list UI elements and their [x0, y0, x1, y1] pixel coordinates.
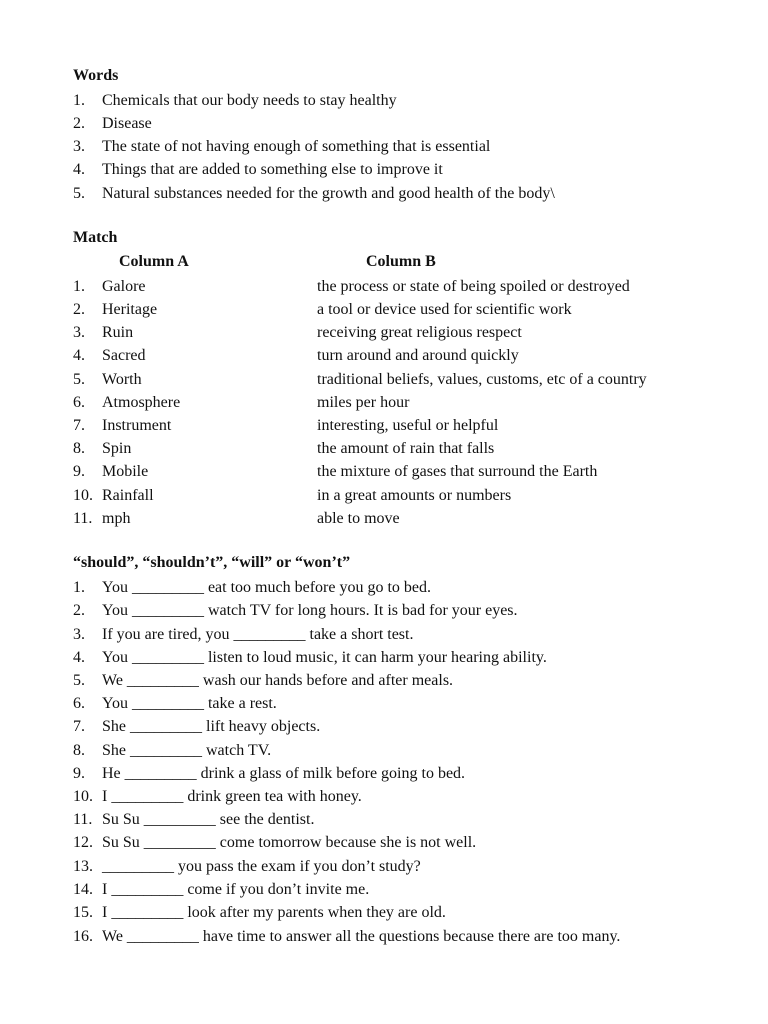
column-a-term: mph: [102, 510, 131, 527]
item-number: 9.: [73, 765, 85, 782]
item-number: 14.: [73, 881, 93, 898]
item-number: 6.: [73, 394, 85, 411]
item-number: 4.: [73, 161, 85, 178]
item-number: 3.: [73, 626, 85, 643]
item-text: Natural substances needed for the growth and good health of the body\: [102, 185, 555, 202]
item-number: 16.: [73, 928, 93, 945]
item-number: 10.: [73, 788, 93, 805]
item-text: She _________ lift heavy objects.: [102, 718, 321, 735]
match-row: [73, 461, 768, 483]
item-number: 6.: [73, 695, 85, 712]
item-number: 7.: [73, 718, 85, 735]
item-number: 4.: [73, 649, 85, 666]
item-number: 8.: [73, 440, 85, 457]
item-number: 3.: [73, 324, 85, 341]
column-a-term: Galore: [102, 278, 146, 295]
item-text: The state of not having enough of something that is essential: [102, 138, 491, 155]
match-row: [73, 485, 768, 507]
column-b-definition: in a great amounts or numbers: [317, 487, 512, 504]
column-a-header: Column A: [119, 253, 189, 270]
item-number: 13.: [73, 858, 93, 875]
column-b-definition: the mixture of gases that surround the Earth: [317, 463, 598, 480]
column-a-term: Atmosphere: [102, 394, 181, 411]
column-a-term: Mobile: [102, 463, 149, 480]
match-row: [73, 415, 768, 437]
match-heading: Match: [73, 229, 118, 246]
exercise-item: [73, 670, 453, 692]
column-a-term: Rainfall: [102, 487, 154, 504]
item-text: We _________ have time to answer all the questions because there are too many.: [102, 928, 621, 945]
exercise-item: [73, 647, 547, 669]
column-a-term: Heritage: [102, 301, 158, 318]
modals-heading: “should”, “shouldn’t”, “will” or “won’t”: [73, 554, 351, 571]
item-number: 3.: [73, 138, 85, 155]
item-number: 12.: [73, 834, 93, 851]
words-heading: Words: [73, 67, 119, 84]
item-number: 15.: [73, 904, 93, 921]
item-number: 11.: [73, 811, 93, 828]
column-a-term: Instrument: [102, 417, 172, 434]
item-number: 5.: [73, 371, 85, 388]
item-number: 11.: [73, 510, 93, 527]
item-text: You _________ eat too much before you go to bed.: [102, 579, 431, 596]
item-text: Disease: [102, 115, 152, 132]
exercise-item: [73, 832, 476, 854]
item-text: Su Su _________ see the dentist.: [102, 811, 315, 828]
exercise-item: [73, 879, 369, 901]
column-a-term: Worth: [102, 371, 142, 388]
match-row: [73, 369, 768, 391]
item-text: She _________ watch TV.: [102, 742, 272, 759]
word-item: [73, 136, 490, 158]
exercise-item: [73, 600, 518, 622]
item-number: 10.: [73, 487, 93, 504]
item-text: We _________ wash our hands before and after meals.: [102, 672, 454, 689]
item-number: 4.: [73, 347, 85, 364]
exercise-item: [73, 786, 362, 808]
item-number: 5.: [73, 672, 85, 689]
column-b-definition: miles per hour: [317, 394, 410, 411]
match-row: [73, 322, 768, 344]
item-text: If you are tired, you _________ take a short test.: [102, 626, 414, 643]
item-number: 1.: [73, 278, 85, 295]
column-b-definition: traditional beliefs, values, customs, etc of a country: [317, 371, 647, 388]
column-b-definition: turn around and around quickly: [317, 347, 519, 364]
item-text: I _________ come if you don’t invite me.: [102, 881, 370, 898]
item-text: You _________ listen to loud music, it can harm your hearing ability.: [102, 649, 547, 666]
item-text: Chemicals that our body needs to stay healthy: [102, 92, 397, 109]
exercise-item: [73, 902, 446, 924]
column-b-definition: receiving great religious respect: [317, 324, 522, 341]
item-number: 9.: [73, 463, 85, 480]
word-item: [73, 183, 555, 205]
match-row: [73, 345, 768, 367]
item-text: You _________ take a rest.: [102, 695, 277, 712]
column-b-definition: a tool or device used for scientific work: [317, 301, 572, 318]
item-number: 1.: [73, 579, 85, 596]
match-row: [73, 392, 768, 414]
item-text: I _________ drink green tea with honey.: [102, 788, 362, 805]
item-number: 5.: [73, 185, 85, 202]
match-row: [73, 508, 768, 530]
exercise-item: [73, 624, 413, 646]
exercise-item: [73, 763, 465, 785]
item-text: _________ you pass the exam if you don’t study?: [102, 858, 421, 875]
exercise-item: [73, 693, 277, 715]
exercise-item: [73, 926, 620, 948]
item-number: 8.: [73, 742, 85, 759]
column-a-term: Ruin: [102, 324, 134, 341]
column-b-header: Column B: [366, 253, 436, 270]
exercise-item: [73, 577, 431, 599]
word-item: [73, 113, 152, 135]
word-item: [73, 90, 397, 112]
column-b-definition: the process or state of being spoiled or destroyed: [317, 278, 630, 295]
exercise-item: [73, 716, 320, 738]
item-number: 2.: [73, 602, 85, 619]
column-b-definition: the amount of rain that falls: [317, 440, 495, 457]
item-text: Su Su _________ come tomorrow because she is not well.: [102, 834, 477, 851]
match-row: [73, 299, 768, 321]
item-number: 2.: [73, 115, 85, 132]
match-row: [73, 276, 768, 298]
item-number: 1.: [73, 92, 85, 109]
item-text: You _________ watch TV for long hours. It is bad for your eyes.: [102, 602, 518, 619]
word-item: [73, 159, 443, 181]
column-a-term: Spin: [102, 440, 132, 457]
column-a-term: Sacred: [102, 347, 146, 364]
match-row: [73, 438, 768, 460]
item-number: 2.: [73, 301, 85, 318]
item-text: Things that are added to something else to improve it: [102, 161, 443, 178]
item-text: He _________ drink a glass of milk before going to bed.: [102, 765, 466, 782]
item-number: 7.: [73, 417, 85, 434]
column-b-definition: able to move: [317, 510, 400, 527]
exercise-item: [73, 856, 421, 878]
exercise-item: [73, 740, 271, 762]
item-text: I _________ look after my parents when they are old.: [102, 904, 446, 921]
exercise-item: [73, 809, 314, 831]
column-b-definition: interesting, useful or helpful: [317, 417, 499, 434]
